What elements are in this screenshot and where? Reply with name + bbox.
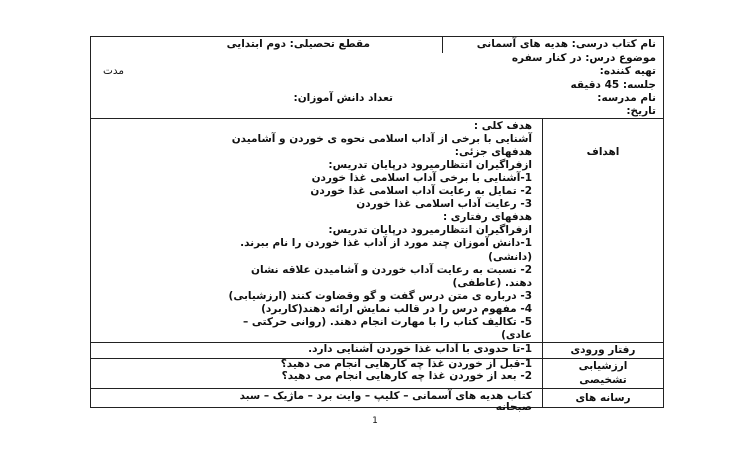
grade-level: مقطع تحصیلی: دوم ابتدایی [226,38,370,50]
goal-line: 2- تمایل به رعایت آداب اسلامی غذا خوردن [310,185,532,197]
goal-line: هدف کلی : [473,120,532,132]
media-text-line2: صبحانه [495,401,532,413]
goal-line: 1-دانش آموزان چند مورد از آداب غذا خوردن را نام ببرند. [240,237,532,249]
diagnostic-question: 2- بعد از خوردن غذا چه کارهایی انجام می دهید؟ [281,370,532,382]
diagnostic-label-line2: تشخیصی [579,374,627,386]
table-border-top [90,36,664,37]
prepared-by: تهیه کننده: [599,65,656,77]
table-border-bottom [90,407,664,408]
entry-behavior-text: 1-تا حدودی با آداب غذا خوردن آشنایی دارد. [308,343,532,355]
header-column-divider [442,36,443,53]
goal-line: 5- تکالیف کتاب را با مهارت انجام دهند. (روانی حرکتی – [243,316,532,328]
book-name: نام کتاب درسی: هدیه های آسمانی [476,38,656,50]
header-bottom-rule [90,118,664,119]
goal-line: 1-آشنایی با برخی آداب اسلامی غذا خوردن [311,172,532,184]
goal-line: 3- درباره ی متن درس گفت و گو وقضاوت کنند (ارزشیابی) [228,290,532,302]
student-count: تعداد دانش آموزان: [293,92,393,104]
session-duration: جلسه: 45 دقیقه [570,79,656,91]
goal-line: عادی) [501,329,532,341]
diagnostic-question: 1-قبل از خوردن غذا چه کارهایی انجام می دهید؟ [280,358,532,370]
media-text-line1: کتاب هدیه های آسمانی – کلیپ – وایت برد – ماژیک – سبد [239,390,532,402]
diagnostic-bottom-rule [90,388,664,389]
lesson-topic: موضوع درس: در کنار سفره [511,52,656,64]
table-border-left [90,36,91,408]
goal-line: 3- رعایت آداب اسلامی غذا خوردن [356,198,532,210]
goal-line: 4- مفهوم درس را در قالب نمایش ارائه دهند(کاربرد) [261,303,532,315]
entry-behavior-label: رفتار ورودی [570,344,636,356]
date-field: تاریخ: [626,105,656,117]
page-number: 1 [372,416,378,426]
goal-line: 2- نسبت به رعایت آداب خوردن و آشامیدن علاقه نشان [251,264,532,276]
media-label: رسانه های [575,392,631,404]
table-border-right [663,36,664,408]
goal-line: ازفراگیران انتظارمیرود درپایان تدریس: [328,224,532,236]
school-name: نام مدرسه: [597,92,656,104]
diagnostic-label-line1: ارزشیابی [578,360,628,372]
goals-label: اهداف [586,146,620,158]
goal-line: ازفراگیران انتظارمیرود درپایان تدریس: [328,159,532,171]
goal-line: هدفهای جزئی: [454,146,532,158]
duration-label: مدت [102,65,124,77]
label-column-divider [542,118,543,408]
goal-line: هدفهای رفتاری : [442,211,532,223]
goal-line: آشنایی با برخی از آداب اسلامی نحوه ی خوردن و آشامیدن [231,133,532,145]
goal-line: (دانشی) [488,251,532,263]
goal-line: دهند. (عاطفی) [452,277,532,289]
